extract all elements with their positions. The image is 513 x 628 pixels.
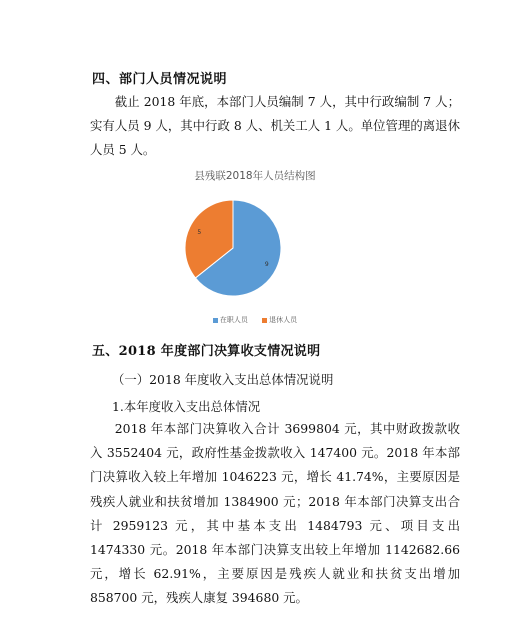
chart-title: 县残联2018年人员结构图 <box>194 170 316 182</box>
legend-item-retired-staff <box>262 315 297 325</box>
legend-label-retired: 退休人员 <box>269 316 298 324</box>
chart-legend <box>160 315 350 325</box>
pie-svg <box>160 165 350 335</box>
subsection-heading: （一）2018 年度收入支出总体情况说明 <box>112 372 334 387</box>
legend-label-active: 在职人员 <box>219 316 248 324</box>
legend-swatch-active <box>213 318 218 323</box>
personnel-paragraph: 截止 2018 年底，本部门人员编制 7 人，其中行政编制 7 人；实有人员 9 人，其中行政 8 人、机关工人 1 人。单位管理的离退休人员 5 人。 <box>90 94 460 158</box>
section-heading-personnel: 四、部门人员情况说明 <box>92 72 228 87</box>
pie-data-label-active-staff: 9 <box>264 261 269 269</box>
item-heading: 1.本年度收入支出总体情况 <box>112 399 261 414</box>
legend-item-active-staff <box>213 315 248 325</box>
personnel-pie-chart <box>160 165 350 335</box>
section-heading-budget: 五、2018 年度部门决算收支情况说明 <box>92 344 321 359</box>
legend-swatch-retired <box>262 318 267 323</box>
budget-paragraph: 2018 年本部门决算收入合计 3699804 元，其中财政拨款收入 3552404 元，政府性基金拨款收入 147400 元。2018 年本部门决算收入较上年增加 1046223 元，增长 41.74%，主要原因是残疾人就业和扶贫增加 1384900 元；2018 年本部门决算支出合计 2959123 元，其中基本支出 1484793 元、项目支出 1474330 元。2018 年本部门决算支出较上年增加 1142682.66 元，增长 62.91%，主要原因是残疾人就业和扶贫支出增加 858700 元，残疾人康复 394680 元。 <box>90 421 460 606</box>
pie-data-label-retired-staff: 5 <box>197 228 202 236</box>
